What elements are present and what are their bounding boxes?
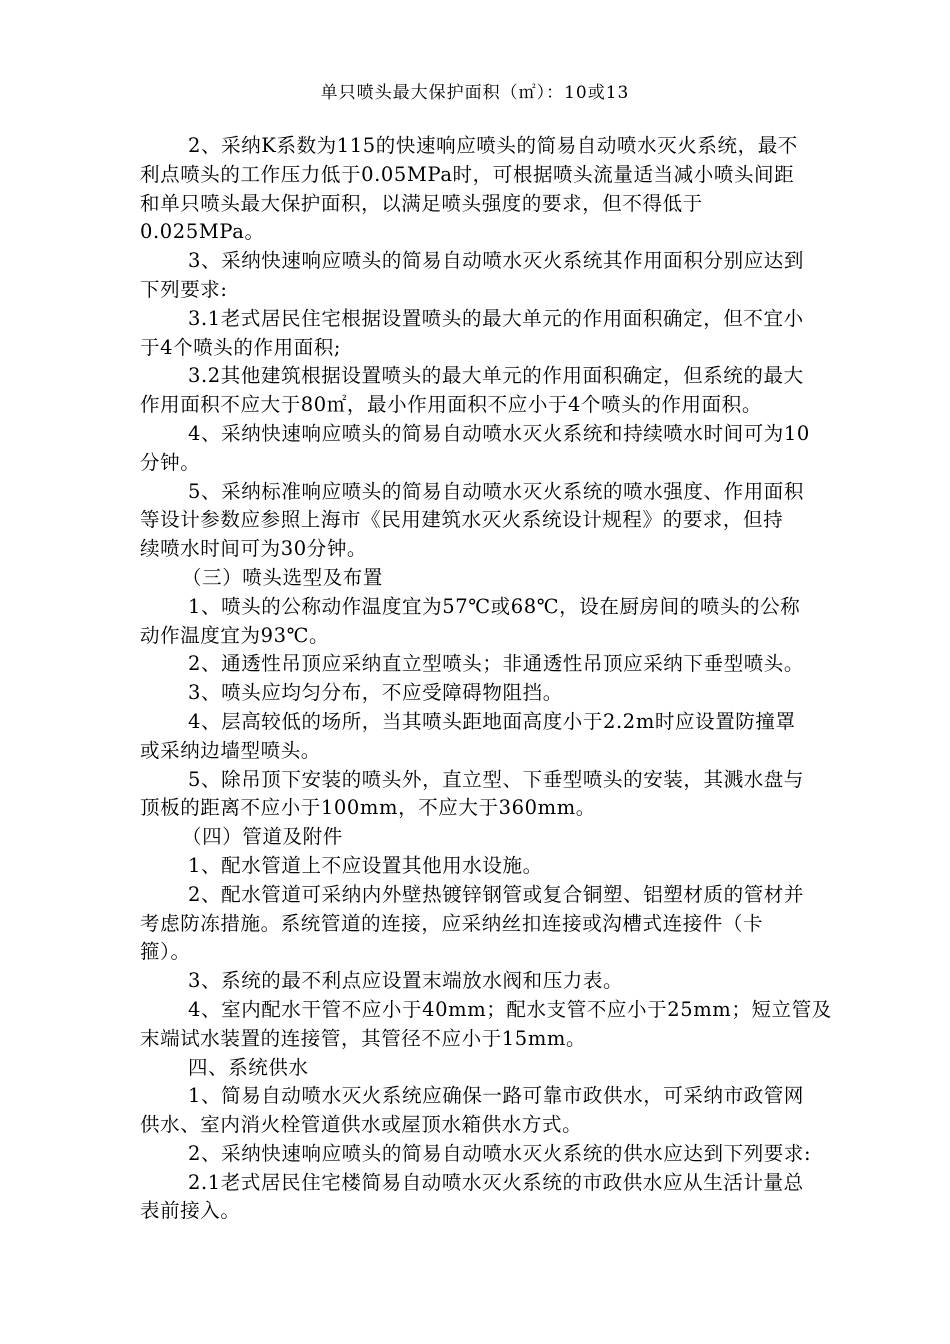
text-line: 2、采纳快速响应喷头的简易自动喷水灭火系统的供水应达到下列要求: xyxy=(188,1141,812,1165)
text-line: 动作温度宜为93℃。 xyxy=(140,623,330,647)
text-line: 3.1老式居民住宅根据设置喷头的最大单元的作用面积确定，但不宜小 xyxy=(188,306,804,330)
text-line: 下列要求: xyxy=(140,277,228,301)
section-heading: （四）管道及附件 xyxy=(182,825,343,849)
text-line: 2、通透性吊顶应采纳直立型喷头；非通透性吊顶应采纳下垂型喷头。 xyxy=(188,652,805,676)
text-line: 3、系统的最不利点应设置末端放水阀和压力表。 xyxy=(188,969,624,993)
text-line: 4、室内配水干管不应小于40mm；配水支管不应小于25mm；短立管及 xyxy=(188,997,832,1021)
text-line: 和单只喷头最大保护面积，以满足喷头强度的要求，但不得低于 xyxy=(140,191,703,215)
text-line: 1、简易自动喷水灭火系统应确保一路可靠市政供水，可采纳市政管网 xyxy=(188,1084,805,1108)
text-line: 作用面积不应大于80㎡，最小作用面积不应小于4个喷头的作用面积。 xyxy=(140,393,762,417)
text-line: 分钟。 xyxy=(140,450,201,474)
text-line: 2、采纳K系数为115的快速响应喷头的简易自动喷水灭火系统，最不 xyxy=(188,134,798,157)
text-line: 供水、室内消火栓管道供水或屋顶水箱供水方式。 xyxy=(140,1113,583,1137)
text-line: 末端试水装置的连接管，其管径不应小于15mm。 xyxy=(140,1026,587,1050)
text-line: 5、采纳标准响应喷头的简易自动喷水灭火系统的喷水强度、作用面积 xyxy=(188,479,805,503)
section-heading: 四、系统供水 xyxy=(188,1055,309,1079)
text-line: 5、除吊顶下安装的喷头外，直立型、下垂型喷头的安装，其溅水盘与 xyxy=(188,767,805,791)
text-line: 于4个喷头的作用面积; xyxy=(140,335,342,359)
text-line: 1、喷头的公称动作温度宜为57℃或68℃，设在厨房间的喷头的公称 xyxy=(188,594,801,618)
text-line: 1、配水管道上不应设置其他用水设施。 xyxy=(188,853,543,877)
text-line: 或采纳边墙型喷头。 xyxy=(140,738,321,762)
text-line: 续喷水时间可为30分钟。 xyxy=(140,537,368,561)
text-line: 4、层高较低的场所，当其喷头距地面高度小于2.2m时应设置防撞罩 xyxy=(188,709,796,733)
text-line: 3、喷头应均匀分布，不应受障碍物阻挡。 xyxy=(188,681,563,705)
running-header: 单只喷头最大保护面积（㎡）：10或13 xyxy=(320,83,630,103)
body-text xyxy=(140,132,880,1226)
text-line: 表前接入。 xyxy=(140,1199,241,1223)
text-line: 3、采纳快速响应喷头的简易自动喷水灭火系统其作用面积分别应达到 xyxy=(188,249,805,273)
text-line: 利点喷头的工作压力低于0.05MPa时，可根据喷头流量适当减小喷头间距 xyxy=(140,162,795,186)
text-line: 4、采纳快速响应喷头的简易自动喷水灭火系统和持续喷水时间可为10 xyxy=(188,421,810,445)
text-line: 考虑防冻措施。系统管道的连接，应采纳丝扣连接或沟槽式连接件（卡 xyxy=(140,911,764,935)
text-line: 2.1老式居民住宅楼简易自动喷水灭火系统的市政供水应从生活计量总 xyxy=(188,1170,804,1194)
text-line: 0.025MPa。 xyxy=(140,220,265,244)
text-line: 箍）。 xyxy=(140,940,191,964)
text-line: 3.2其他建筑根据设置喷头的最大单元的作用面积确定，但系统的最大 xyxy=(188,364,804,388)
section-heading: （三）喷头选型及布置 xyxy=(182,565,384,589)
text-line: 等设计参数应参照上海市《民用建筑水灭火系统设计规程》的要求，但持 xyxy=(140,508,784,532)
text-line: 2、配水管道可采纳内外壁热镀锌钢管或复合铜塑、铝塑材质的管材并 xyxy=(188,882,805,906)
text-line: 顶板的距离不应小于100mm，不应大于360mm。 xyxy=(140,796,596,820)
